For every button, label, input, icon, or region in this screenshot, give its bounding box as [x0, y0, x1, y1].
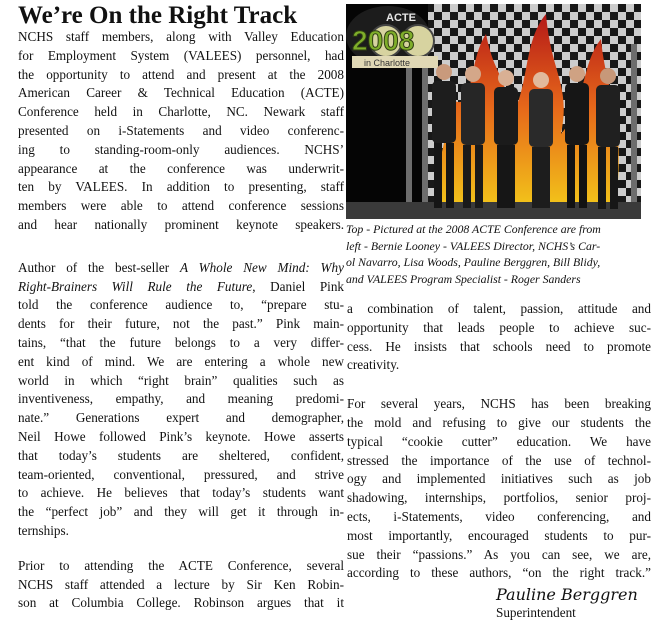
- text-line: ent kind of mind. We are entering a whole new: [18, 353, 344, 369]
- text-line: inventiveness, empathy, and meaning predomi-: [18, 391, 344, 407]
- text-line: shadowing, internships, portfolios, senior proj-: [347, 490, 651, 506]
- text-line: typical “cookie cutter” education. We have: [347, 433, 651, 449]
- banner-city-label: in Charlotte: [364, 58, 411, 68]
- text-line: the mold and refusing to give our students the: [347, 414, 651, 430]
- paragraph-ken-robinson: [18, 557, 344, 613]
- paragraph-robinson-continued: [347, 300, 651, 375]
- article-title: We’re On the Right Track: [18, 2, 298, 29]
- text-line: the opportunity to attend and present at the 2008: [18, 66, 344, 82]
- text-line: For several years, NCHS has been breaking: [347, 396, 651, 412]
- book-title: Right-Brainers Will Rule the Future: [18, 278, 253, 294]
- text-line: dents for their future, not the past.” Pink main-: [18, 316, 344, 332]
- signature-name: Pauline Berggren: [496, 585, 638, 604]
- text-line: NCHS staff attended a lecture by Sir Ken Robin-: [18, 576, 344, 592]
- text-line: presented on i-Statements and video conferenc-: [18, 122, 344, 138]
- text-line: team-oriented, conventional, pressured, and strive: [18, 466, 344, 482]
- text-line: ing to standing-room-only audiences. NCHS’: [18, 141, 344, 157]
- text-line: the “perfect job” and they will get it through in-: [18, 504, 344, 520]
- text-line: a combination of talent, passion, attitude and: [347, 301, 651, 316]
- signature-title: Superintendent: [496, 605, 576, 620]
- caption-line: Top - Pictured at the 2008 ACTE Conference are from: [346, 222, 601, 236]
- book-title: A Whole New Mind: Why: [180, 259, 344, 275]
- text-line: [18, 278, 344, 297]
- text-line: ogy and implemented initiatives such as job: [347, 471, 651, 487]
- text-line: tains, “that the future belongs to a very differ-: [18, 334, 344, 350]
- text-line: told the conference audience to, “prepare stu-: [18, 297, 344, 313]
- text-line: according to these authors, “on the right track.”: [347, 565, 651, 581]
- text-line: members were able to attend conference sessions: [18, 198, 344, 214]
- text-line: opportunity that leads people to achieve suc-: [347, 319, 651, 335]
- conference-photo-graphic: [346, 4, 641, 219]
- right-column: [347, 300, 651, 583]
- text-line: world in which “right brain” qualities such as: [18, 372, 344, 388]
- text-line: American Career & Technical Education (ACTE): [18, 85, 344, 101]
- conference-photo: [346, 4, 641, 219]
- text-fragment: , Daniel Pink: [252, 278, 345, 294]
- left-column: [18, 28, 344, 613]
- text-line: Neil Howe followed Pink’s keynote. Howe asserts: [18, 428, 344, 444]
- text-line: ten by VALEES. In addition to presenting, staff: [18, 179, 344, 195]
- paragraph-nchs-approach: [347, 395, 651, 583]
- text-line: sue their “passions.” As you can see, we are,: [347, 546, 651, 562]
- photo-caption: [346, 221, 646, 287]
- text-line: son at Columbia College. Robinson argues that it: [18, 595, 344, 611]
- text-line: nate.” Generations expert and demographer,: [18, 410, 344, 426]
- caption-line: left - Bernie Looney - VALEES Director, NCHS’s Car-: [346, 238, 601, 253]
- caption-line: and VALEES Program Specialist - Roger Sanders: [346, 271, 581, 286]
- text-line: stressed the importance of the use of technol-: [347, 452, 651, 468]
- text-line: cess. He insists that schools need to promote: [347, 338, 651, 354]
- text-line: for Employment System (VALEES) personnel, had: [18, 47, 344, 63]
- text-line: and hear nationally prominent keynote speakers.: [18, 216, 344, 232]
- text-line: [18, 259, 344, 278]
- text-line: that today’s students are sheltered, confident,: [18, 447, 344, 463]
- banner-year-label: 2008: [352, 25, 415, 56]
- text-line: creativity.: [347, 357, 400, 373]
- text-fragment: Author of the best-seller: [18, 259, 181, 275]
- paragraph-daniel-pink: [18, 259, 344, 541]
- text-line: NCHS staff members, along with Valley Education: [18, 29, 344, 44]
- text-line: ects, i-Statements, video conferencing, and: [347, 508, 651, 524]
- text-line: appearance at the conference was underwrit-: [18, 160, 344, 176]
- caption-line: ol Navarro, Lisa Woods, Pauline Berggren, Bill Blidy,: [346, 255, 601, 269]
- banner-acte-label: ACTE: [386, 12, 416, 24]
- paragraph-acte-intro: [18, 28, 344, 235]
- text-line: most importantly, encouraged students to pur-: [347, 527, 651, 543]
- text-line: to achieve. He believes that today’s students want: [18, 485, 344, 501]
- text-line: ternships.: [18, 522, 69, 538]
- text-line: Conference held in Charlotte, NC. Newark staff: [18, 104, 344, 120]
- text-line: Prior to attending the ACTE Conference, several: [18, 557, 344, 573]
